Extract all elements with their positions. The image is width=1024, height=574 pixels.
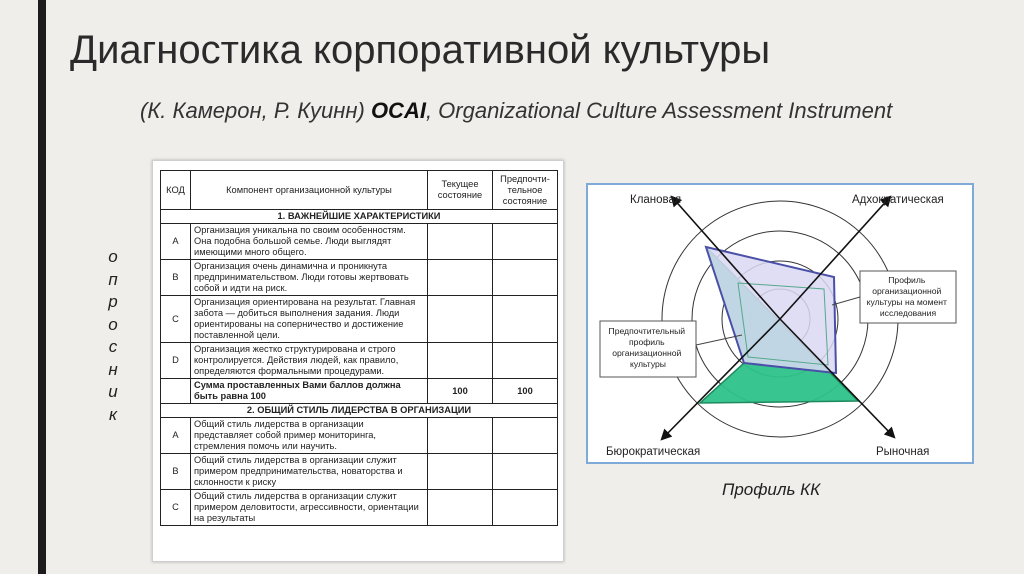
diagram-caption: Профиль КК — [722, 480, 821, 499]
preferred-cell — [493, 490, 558, 526]
row-code: B — [161, 260, 191, 296]
callout-current-line: исследования — [879, 308, 937, 318]
vertical-word — [104, 246, 122, 426]
current-cell — [428, 296, 493, 343]
section-row — [161, 210, 558, 224]
table-row — [161, 454, 558, 490]
slide-subtitle — [140, 98, 892, 124]
callout-preferred-line: Предпочтительный — [608, 326, 686, 336]
table-row — [161, 418, 558, 454]
current-cell — [428, 490, 493, 526]
preferred-cell — [493, 260, 558, 296]
current-cell — [428, 418, 493, 454]
header-current: Текущее состояние — [428, 171, 493, 210]
current-cell — [428, 260, 493, 296]
section-title: 1. ВАЖНЕЙШИЕ ХАРАКТЕРИСТИКИ — [161, 210, 558, 224]
callout-preferred-line: организационной — [612, 348, 682, 358]
sum-code-cell — [161, 379, 191, 404]
row-text: Организация жестко структурирована и строго контролируется. Действия людей, как правило, определяются формальными процедурами. — [191, 343, 428, 379]
preferred-cell — [493, 224, 558, 260]
callout-current-line: Профиль — [888, 275, 926, 285]
table-row — [161, 260, 558, 296]
section-title: 2. ОБЩИЙ СТИЛЬ ЛИДЕРСТВА В ОРГАНИЗАЦИИ — [161, 404, 558, 418]
current-cell — [428, 343, 493, 379]
questionnaire-table — [160, 170, 558, 526]
current-cell — [428, 224, 493, 260]
culture-profile-diagram — [586, 183, 974, 464]
callout-current-line: организационной — [872, 286, 942, 296]
vertical-letter: р — [108, 292, 118, 311]
axis-label-adhocracy: Адхократическая — [852, 194, 944, 206]
callout-current-line: культуры на момент — [866, 297, 947, 307]
row-code: B — [161, 454, 191, 490]
callout-preferred-line: культуры — [630, 359, 666, 369]
questionnaire-image — [152, 160, 564, 562]
preferred-cell — [493, 343, 558, 379]
row-code: C — [161, 296, 191, 343]
current-cell — [428, 454, 493, 490]
vertical-letter: к — [108, 404, 118, 424]
row-code: C — [161, 490, 191, 526]
header-code: КОД — [161, 171, 191, 210]
table-row — [161, 490, 558, 526]
left-accent-bar — [38, 0, 46, 574]
preferred-cell — [493, 454, 558, 490]
subtitle-acronym: OCAI — [370, 98, 426, 123]
callout-preferred-pointer — [696, 335, 742, 345]
axis-label-hierarchy: Бюрократическая — [606, 446, 701, 458]
row-text: Организация ориентирована на результат. Главная забота — добиться выполнения задания. Люди ориентированы на соперничество и достижение поставленной цели. — [191, 296, 428, 343]
callout-preferred-line: профиль — [629, 337, 665, 347]
row-code: A — [161, 224, 191, 260]
row-code: D — [161, 343, 191, 379]
row-code: A — [161, 418, 191, 454]
sum-row — [161, 379, 558, 404]
table-header-row — [161, 171, 558, 210]
row-text: Общий стиль лидерства в организации представляет собой пример мониторинга, стремления помочь или научить. — [191, 418, 428, 454]
axis-label-clan: Клановая — [630, 194, 682, 206]
vertical-letter: н — [108, 359, 118, 379]
sum-current: 100 — [428, 379, 493, 404]
vertical-letter: и — [108, 382, 118, 401]
sum-text: Сумма проставленных Вами баллов должна быть равна 100 — [191, 379, 428, 404]
table-row — [161, 224, 558, 260]
slide-title: Диагностика корпоративной культуры — [70, 28, 771, 72]
axis-label-market: Рыночная — [876, 446, 930, 458]
vertical-letter: п — [108, 269, 118, 289]
section-row — [161, 404, 558, 418]
preferred-cell — [493, 418, 558, 454]
vertical-letter: о — [108, 314, 118, 334]
header-component: Компонент организационной культуры — [191, 171, 428, 210]
vertical-letter: о — [108, 247, 118, 266]
diagram-svg — [588, 185, 972, 462]
row-text: Организация очень динамична и проникнута предпринимательством. Люди готовы жертвовать собой и идти на риск. — [191, 260, 428, 296]
header-preferred: Предпочти-тельное состояние — [493, 171, 558, 210]
subtitle-authors: (К. Камерон, Р. Куинн) — [140, 98, 365, 123]
row-text: Общий стиль лидерства в организации служит примером предпринимательства, новаторства и склонности к риску — [191, 454, 428, 490]
subtitle-rest: , Organizational Culture Assessment Instrument — [425, 98, 893, 123]
callout-current-pointer — [832, 297, 860, 305]
table-row — [161, 296, 558, 343]
vertical-letter: с — [108, 337, 118, 356]
table-row — [161, 343, 558, 379]
row-text: Общий стиль лидерства в организации служит примером деловитости, агрессивности, ориентации на результаты — [191, 490, 428, 526]
sum-preferred: 100 — [493, 379, 558, 404]
row-text: Организация уникальна по своим особенностям. Она подобна большой семье. Люди выглядят имеющими много общего. — [191, 224, 428, 260]
preferred-cell — [493, 296, 558, 343]
